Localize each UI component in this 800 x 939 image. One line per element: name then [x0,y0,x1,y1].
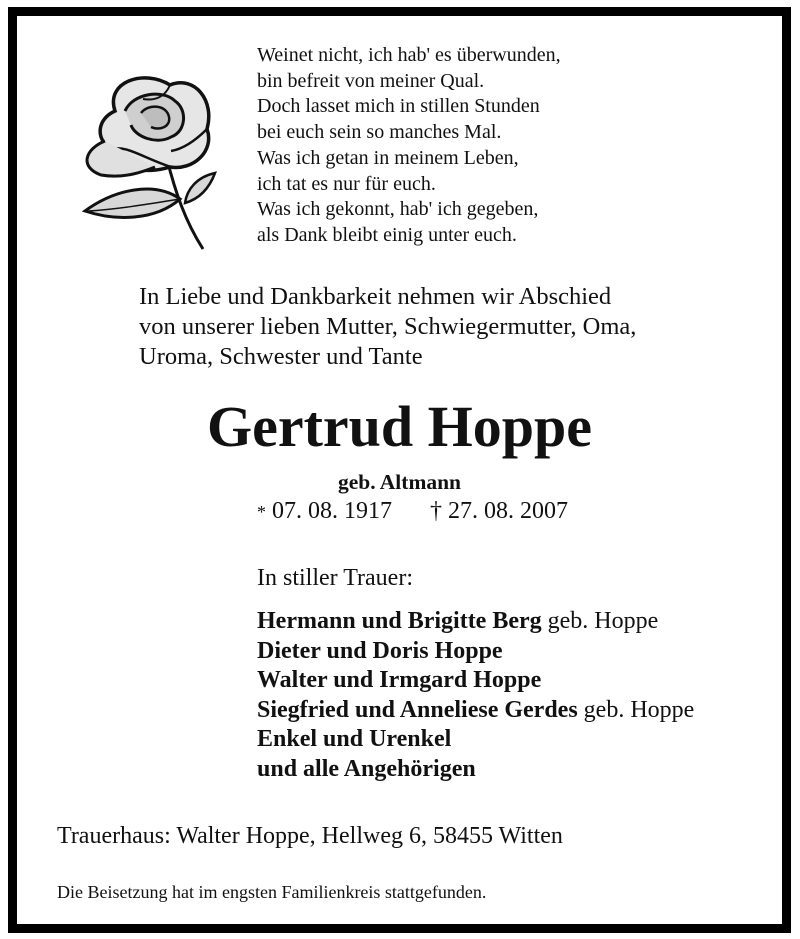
burial-note: Die Beisetzung hat im engsten Familienkreis stattgefunden. [57,882,487,902]
death-date: 27. 08. 2007 [448,498,568,524]
poem-line: ich tat es nur für euch. [257,172,436,195]
farewell-line: In Liebe und Dankbarkeit nehmen wir Abschied [139,283,612,310]
poem-line: Was ich gekonnt, hab' ich gegeben, [257,198,539,221]
obituary-frame [8,7,791,933]
mourner-suffix: geb. Hoppe [577,696,695,723]
death-symbol: † [430,498,442,524]
farewell-text [139,282,636,372]
mourner-names: Walter und Irmgard Hoppe [257,667,542,693]
poem-line: Weinet nicht, ich hab' es überwunden, [257,44,561,66]
birth-date: 07. 08. 1917 [272,498,392,524]
rose-icon [75,71,225,251]
poem-line: als Dank bleibt einig unter euch. [257,223,517,246]
mourner-names: und alle Angehörigen [257,755,476,782]
mourner-names: Dieter und Doris Hoppe [257,637,503,664]
mourner-entry [257,725,694,755]
maiden-name: geb. Altmann [337,470,462,494]
mourner-entry [257,607,694,637]
mourner-names: Siegfried und Anneliese Gerdes [257,696,578,723]
deceased-name: Gertrud Hoppe [206,394,593,459]
mourner-entry [257,755,694,785]
poem-line: Was ich getan in meinem Leben, [257,146,519,169]
farewell-line: Uroma, Schwester und Tante [139,343,423,370]
poem-line: bei euch sein so manches Mal. [257,121,502,144]
mourners-list [257,607,694,784]
mourning-house-address: Trauerhaus: Walter Hoppe, Hellweg 6, 58455 Witten [57,823,563,849]
birth-symbol: * [257,502,266,522]
mourner-suffix: geb. Hoppe [541,608,659,634]
life-dates [257,498,568,525]
poem-line: bin befreit von meiner Qual. [257,69,485,92]
mourner-entry [257,666,694,696]
mourner-entry [257,696,694,726]
poem [257,43,561,249]
mourner-names: Hermann und Brigitte Berg [257,608,542,634]
mourner-names: Enkel und Urenkel [257,726,452,752]
farewell-line: von unserer lieben Mutter, Schwiegermutter, Oma, [139,313,637,340]
mourning-label: In stiller Trauer: [257,565,413,591]
mourner-entry [257,637,694,667]
poem-line: Doch lasset mich in stillen Stunden [257,95,540,118]
